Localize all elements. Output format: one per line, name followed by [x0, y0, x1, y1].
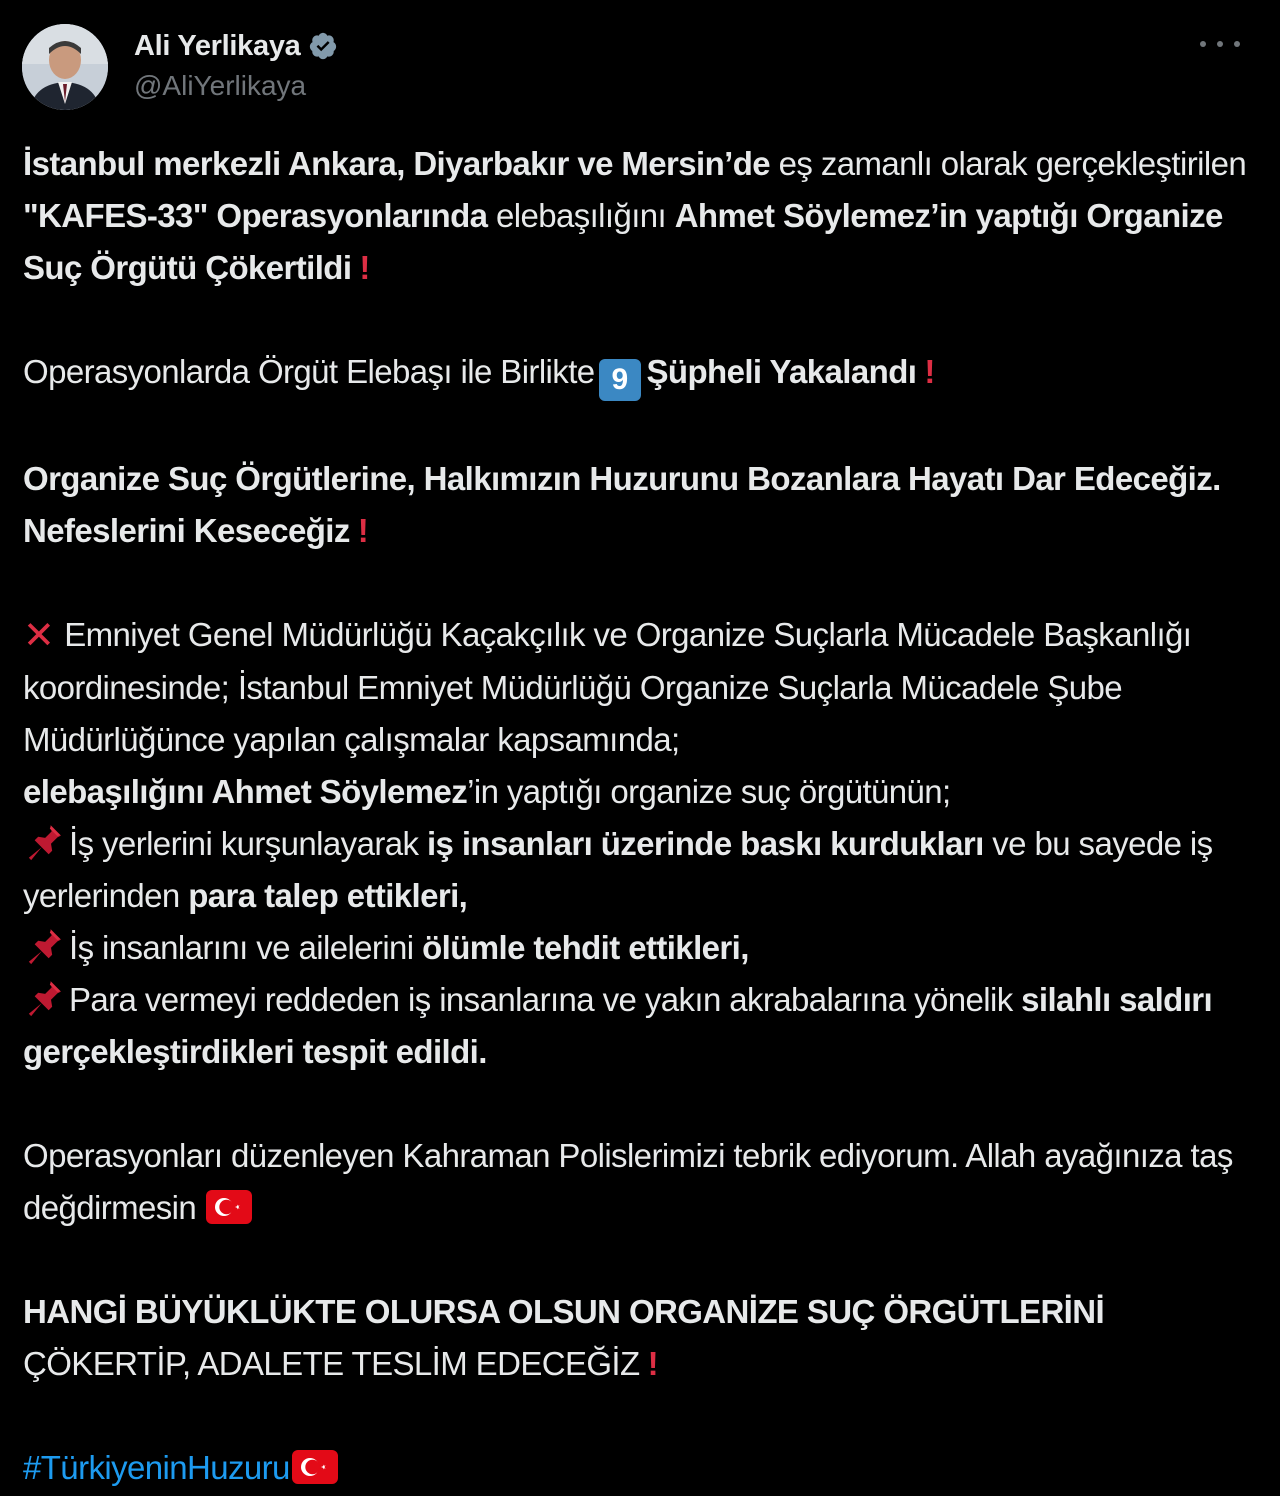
text-span: Emniyet Genel Müdürlüğü Kaçakçılık ve Organize Suçlarla Mücadele Başkanlığı koordinesinde; İstanbul Emniyet Müdürlüğü Organize Suçlarla Mücadele Şube Müdürlüğünce yapılan çalışmalar kapsamında; [23, 616, 1192, 758]
turkey-flag-icon [206, 1190, 252, 1224]
author-block [134, 26, 338, 102]
text-span: Operasyonlarda Örgüt Elebaşı ile Birlikte [23, 353, 595, 390]
turkey-flag-icon [292, 1450, 338, 1484]
verified-badge-icon [308, 31, 338, 61]
text-bold: HANGİ BÜYÜKLÜKTE OLURSA OLSUN ORGANİZE SUÇ ÖRGÜTLERİNİ [23, 1293, 1105, 1330]
text-bold: elebaşılığını Ahmet Söylemez [23, 773, 468, 810]
text-span: İş yerlerini kurşunlayarak [69, 825, 427, 862]
exclamation-icon: ! [359, 249, 370, 286]
paragraph-headline [23, 138, 1253, 294]
cross-mark-icon: ✕ [23, 615, 55, 657]
avatar[interactable] [22, 24, 108, 110]
text-span: eş zamanlı olarak gerçekleştirilen [770, 145, 1247, 182]
name-row [134, 26, 338, 66]
spacer [23, 1390, 1253, 1442]
text-span: ’in yaptığı organize suç örgütünün; [467, 773, 951, 810]
pushpin-icon [23, 977, 65, 1019]
spacer [23, 401, 1253, 453]
text-bold: Şüpheli Yakalandı [646, 353, 917, 390]
text-bold: Organize Suç Örgütlerine, Halkımızın Huzurunu Bozanlara Hayatı Dar Edeceğiz. Nefeslerini Keseceğiz [23, 460, 1221, 549]
text-bold: silahlı saldırı gerçekleştirdikleri tespit edildi. [23, 981, 1213, 1070]
text-span: Para vermeyi reddeden iş insanlarına ve yakın akrabalarına yönelik [69, 981, 1022, 1018]
pushpin-icon [23, 925, 65, 967]
text-span: ÇÖKERTİP, ADALETE TESLİM EDECEĞİZ [23, 1345, 640, 1382]
text-bold: iş insanları üzerinde baskı kurdukları [426, 825, 984, 862]
spacer [23, 294, 1253, 346]
paragraph-hashtag [23, 1442, 1253, 1494]
text-span: İş insanlarını ve ailelerini [69, 929, 423, 966]
pushpin-icon [23, 821, 65, 863]
text-bold: "KAFES-33" Operasyonlarında [23, 197, 488, 234]
text-span: elebaşılığını [487, 197, 675, 234]
text-span: ve bu sayede iş yerlerinden [23, 825, 1213, 914]
text-span: Operasyonları düzenleyen Kahraman Polislerimizi tebrik ediyorum. Allah ayağınıza taş değdirmesin [23, 1137, 1233, 1226]
exclamation-icon: ! [357, 512, 369, 549]
user-handle[interactable]: @AliYerlikaya [134, 70, 307, 101]
paragraph-closing [23, 1286, 1253, 1390]
exclamation-icon: ! [924, 353, 935, 390]
keycap-9-icon: 9 [599, 359, 641, 401]
text-bold: ölümle tehdit ettikleri, [422, 929, 749, 966]
tweet-text [23, 138, 1253, 1494]
paragraph-thanks [23, 1130, 1253, 1234]
paragraph-statement [23, 453, 1253, 557]
hashtag-link[interactable]: #TürkiyeninHuzuru [23, 1449, 290, 1486]
paragraph-suspects [23, 346, 1253, 401]
spacer [23, 557, 1253, 609]
paragraph-details [23, 609, 1253, 1078]
text-bold: İstanbul merkezli Ankara, Diyarbakır ve Mersin’de [23, 145, 771, 182]
spacer [23, 1234, 1253, 1286]
spacer [23, 1078, 1253, 1130]
more-horizontal-icon[interactable] [1200, 34, 1240, 54]
exclamation-icon: ! [647, 1345, 658, 1382]
text-bold: Ahmet Söylemez’in yaptığı Organize Suç Örgütü Çökertildi [23, 197, 1223, 286]
display-name[interactable]: Ali Yerlikaya [134, 29, 301, 62]
text-bold: para talep ettikleri, [188, 877, 468, 914]
